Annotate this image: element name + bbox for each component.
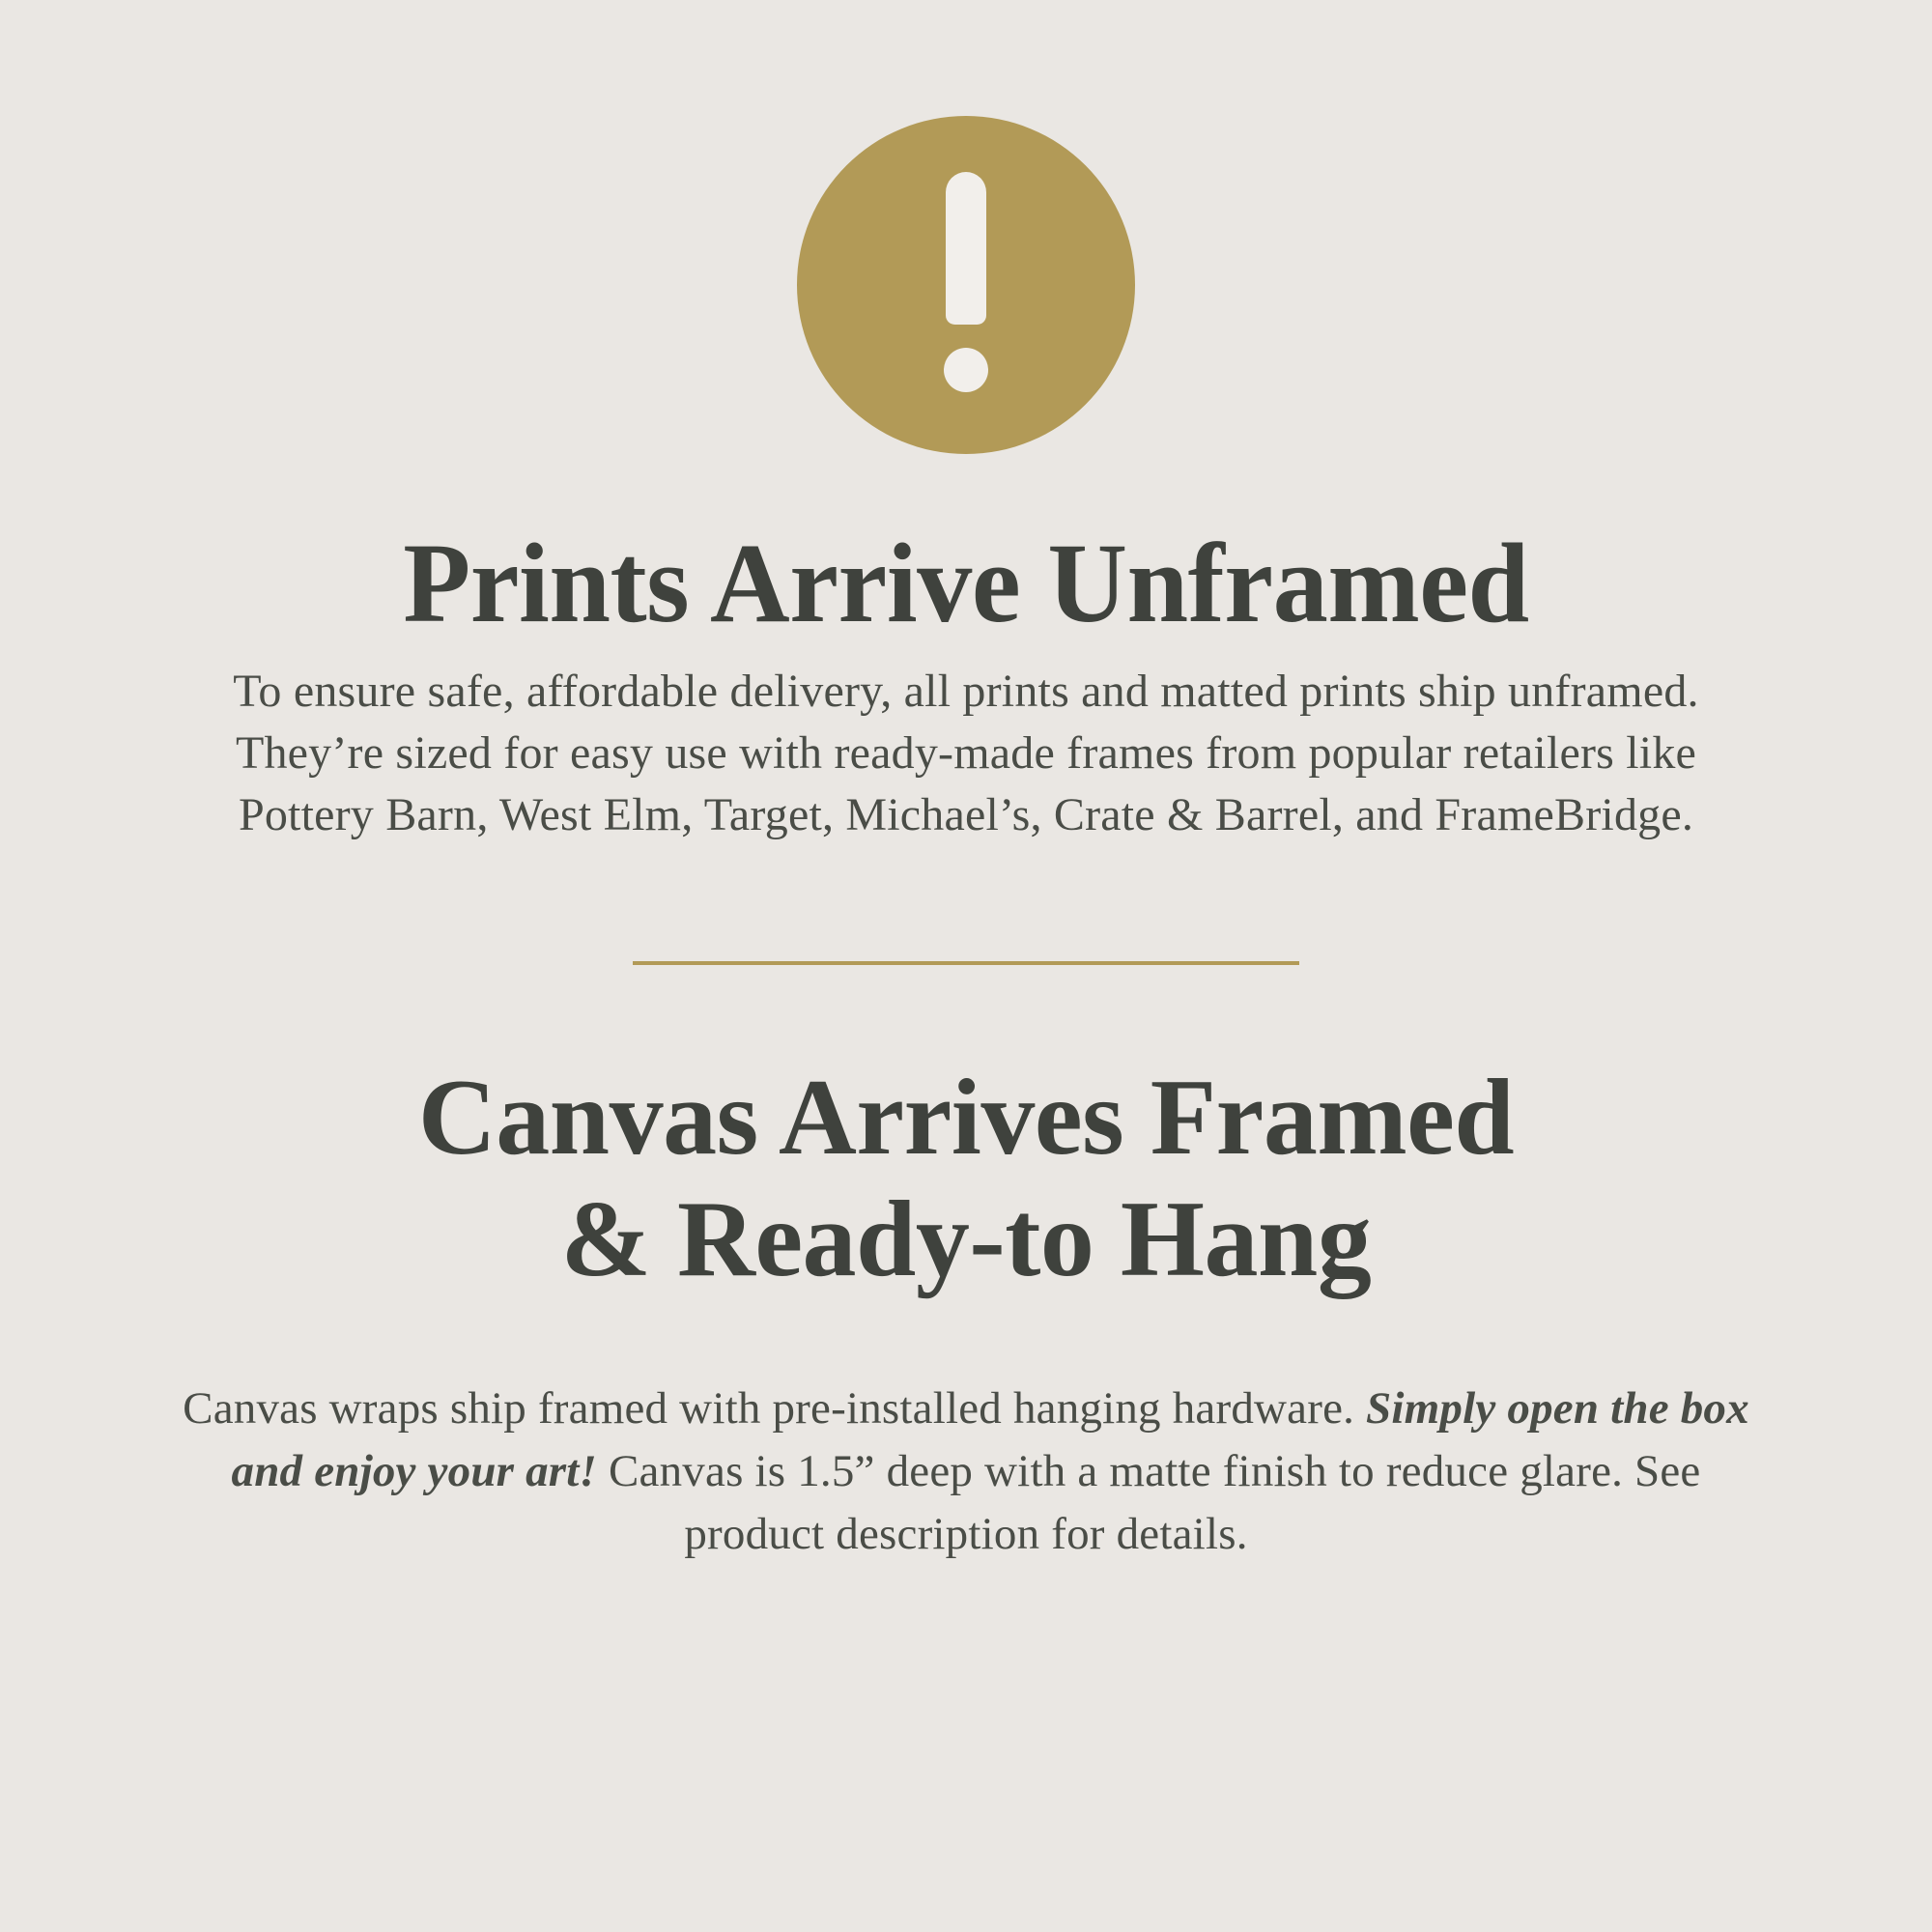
- canvas-body-part-1: Canvas wraps ship framed with pre-installed hanging hardware.: [183, 1383, 1367, 1435]
- exclamation-dot: [944, 348, 988, 392]
- description-prints-unframed: To ensure safe, affordable delivery, all prints and matted prints ship unframed. They’re sized for easy use with ready-made frames from popular retailers like Pottery Barn, West Elm, Target, Michael’s, Crate & Barrel, and FrameBridge.: [233, 665, 1699, 840]
- page-title-prints-unframed: Prints Arrive Unframed: [403, 520, 1529, 646]
- section-prints-unframed: [198, 454, 1734, 845]
- canvas-heading-line-2: & Ready-to Hang: [560, 1179, 1372, 1299]
- canvas-body-emphasis: Simply open the box and enjoy your art!: [231, 1383, 1749, 1497]
- divider-line: [633, 961, 1299, 965]
- exclamation-mark-icon: [797, 116, 1135, 454]
- page-title-canvas-framed: [184, 1058, 1748, 1300]
- divider: [0, 961, 1932, 965]
- description-canvas-framed: [179, 1378, 1753, 1566]
- canvas-body-part-2: Canvas is 1.5” deep with a matte finish to reduce glare. See product description for details.: [597, 1446, 1701, 1559]
- alert-icon-container: [0, 116, 1932, 454]
- section-canvas-framed: [179, 1058, 1753, 1565]
- exclamation-bar: [946, 172, 986, 325]
- canvas-heading-line-1: Canvas Arrives Framed: [417, 1058, 1515, 1179]
